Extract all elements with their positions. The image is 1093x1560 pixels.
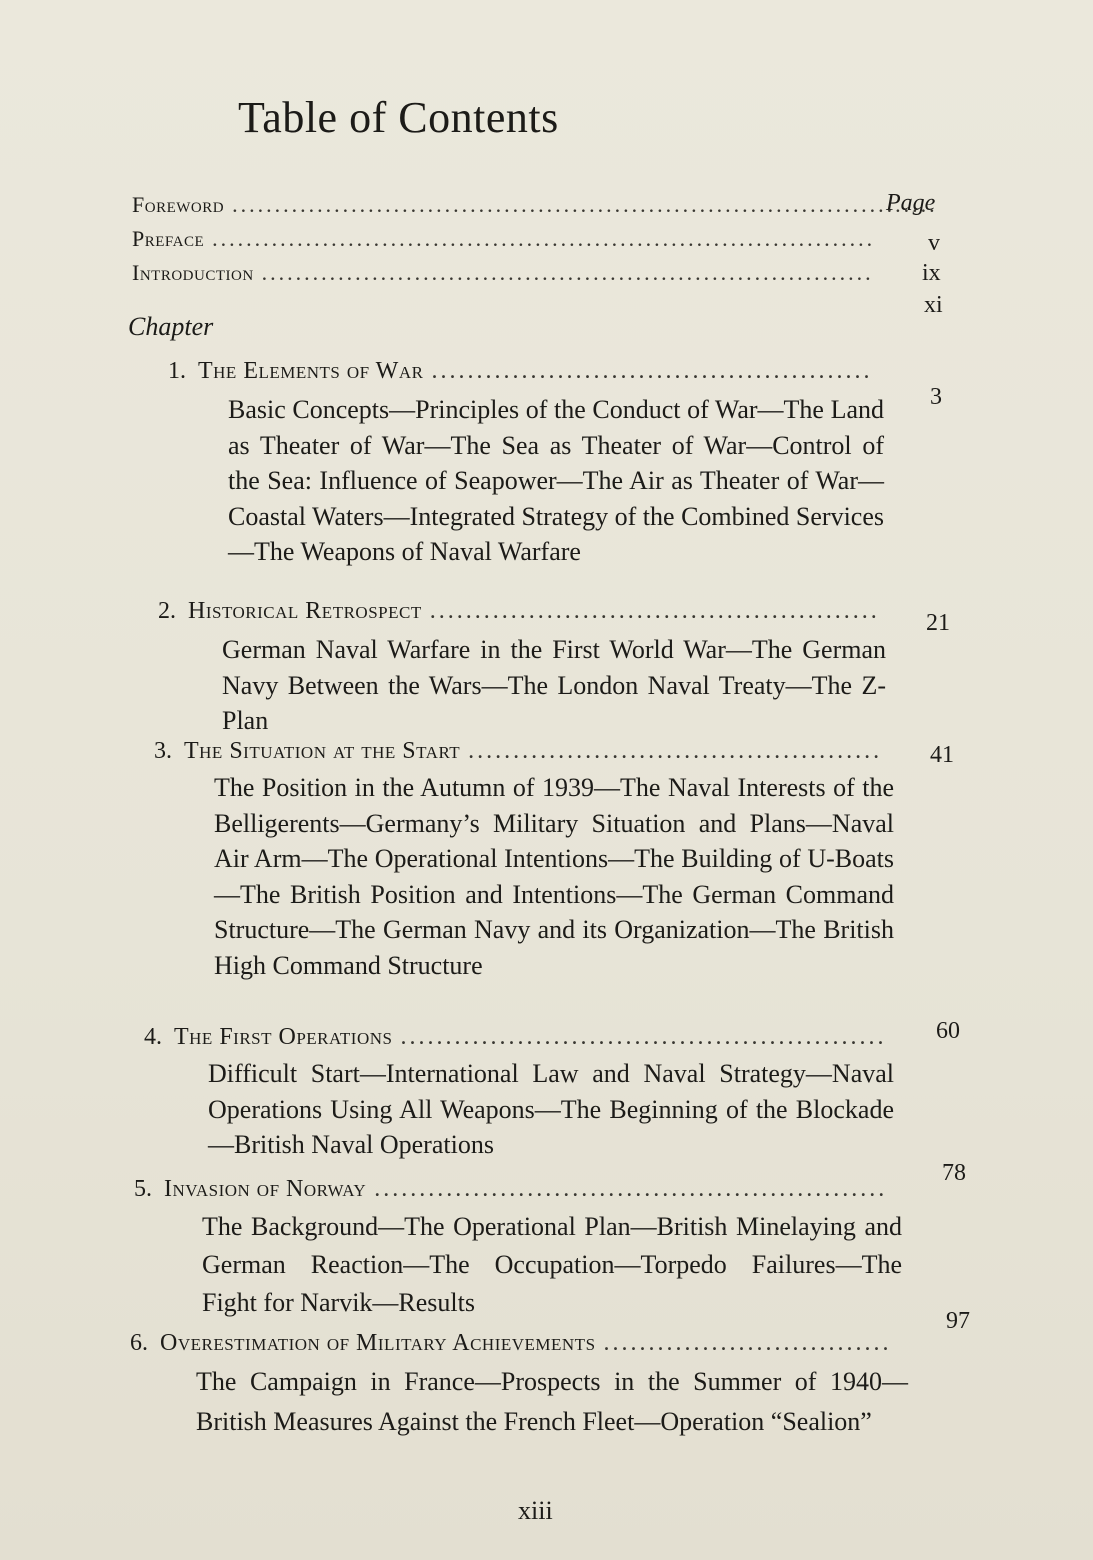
chapter-page: 78 <box>942 1160 966 1186</box>
dot-leader <box>431 358 870 385</box>
dot-leader <box>468 738 882 765</box>
front-matter-label: Introduction <box>132 260 254 285</box>
chapter-entry <box>134 1176 896 1203</box>
chapter-description: The Position in the Autumn of 1939—The Naval Interests of the Belligerents—Germany’s Military Situation and Plans—Naval Air Arm—The Operational Intentions—The Building of U-Boats—The British Position and Intentions—The German Command Structure—The German Navy and its Organization—The British High Command Structure <box>214 773 894 980</box>
front-matter-page: v <box>928 230 940 256</box>
dot-leader <box>262 260 874 286</box>
page-number-folio: xiii <box>518 1496 553 1525</box>
chapter-number: 5. <box>134 1176 152 1202</box>
dot-leader <box>400 1024 884 1051</box>
front-matter-entry <box>132 260 882 286</box>
front-matter-page: xi <box>924 292 943 318</box>
chapter-number: 4. <box>144 1024 162 1050</box>
chapter-entry <box>130 1330 900 1357</box>
chapter-title: The First Operations <box>174 1024 393 1050</box>
chapter-number: 6. <box>130 1330 148 1356</box>
page-column-heading: Page <box>886 190 936 216</box>
front-matter-label: Foreword <box>132 192 225 217</box>
chapter-page: 97 <box>946 1308 970 1334</box>
chapter-page: 3 <box>930 384 942 410</box>
chapter-description: Basic Concepts—Principles of the Conduct of War—The Land as Theater of War—The Sea as Theater of War—Control of the Sea: Influence of Seapower—The Air as Theater of War—Coastal Waters—Integrated Strategy of the Combined Services—The Weapons of Naval Warfare <box>228 395 884 566</box>
page-title: Table of Contents <box>238 93 559 142</box>
chapter-description: The Campaign in France—Prospects in the Summer of 1940—British Measures Against the French Fleet—Operation “Sealion” <box>196 1367 908 1436</box>
front-matter-entry <box>132 192 942 218</box>
chapter-number: 2. <box>158 598 176 624</box>
chapter-title: The Situation at the Start <box>184 738 461 764</box>
chapter-title: Overestimation of Military Achievements <box>160 1330 596 1356</box>
chapter-description: The Background—The Operational Plan—British Minelaying and German Reaction—The Occupation—Torpedo Failures—The Fight for Narvik—Results <box>202 1212 902 1317</box>
chapter-description: German Naval Warfare in the First World War—The German Navy Between the Wars—The London Naval Treaty—The Z-Plan <box>222 635 886 735</box>
front-matter-label: Preface <box>132 226 205 251</box>
dot-leader <box>212 226 874 252</box>
chapter-entry <box>158 598 886 625</box>
dot-leader <box>374 1176 888 1203</box>
chapter-title: The Elements of War <box>198 358 424 384</box>
dot-leader <box>604 1330 892 1357</box>
front-matter-page: ix <box>922 260 941 286</box>
dot-leader <box>430 598 878 625</box>
chapter-page: 21 <box>926 610 950 636</box>
chapter-number: 1. <box>168 358 186 384</box>
front-matter-entry <box>132 226 882 252</box>
chapter-title: Historical Retrospect <box>188 598 422 624</box>
chapter-page: 60 <box>936 1018 960 1044</box>
chapter-description: Difficult Start—International Law and Naval Strategy—Naval Operations Using All Weapons—The Beginning of the Blockade—British Naval Operations <box>208 1059 894 1159</box>
chapter-page: 41 <box>930 742 954 768</box>
chapter-entry <box>154 738 890 765</box>
chapter-title: Invasion of Norway <box>164 1176 367 1202</box>
chapter-entry <box>168 358 878 385</box>
chapter-entry <box>144 1024 892 1051</box>
chapter-number: 3. <box>154 738 172 764</box>
chapter-heading: Chapter <box>128 312 214 341</box>
dot-leader <box>232 192 934 218</box>
